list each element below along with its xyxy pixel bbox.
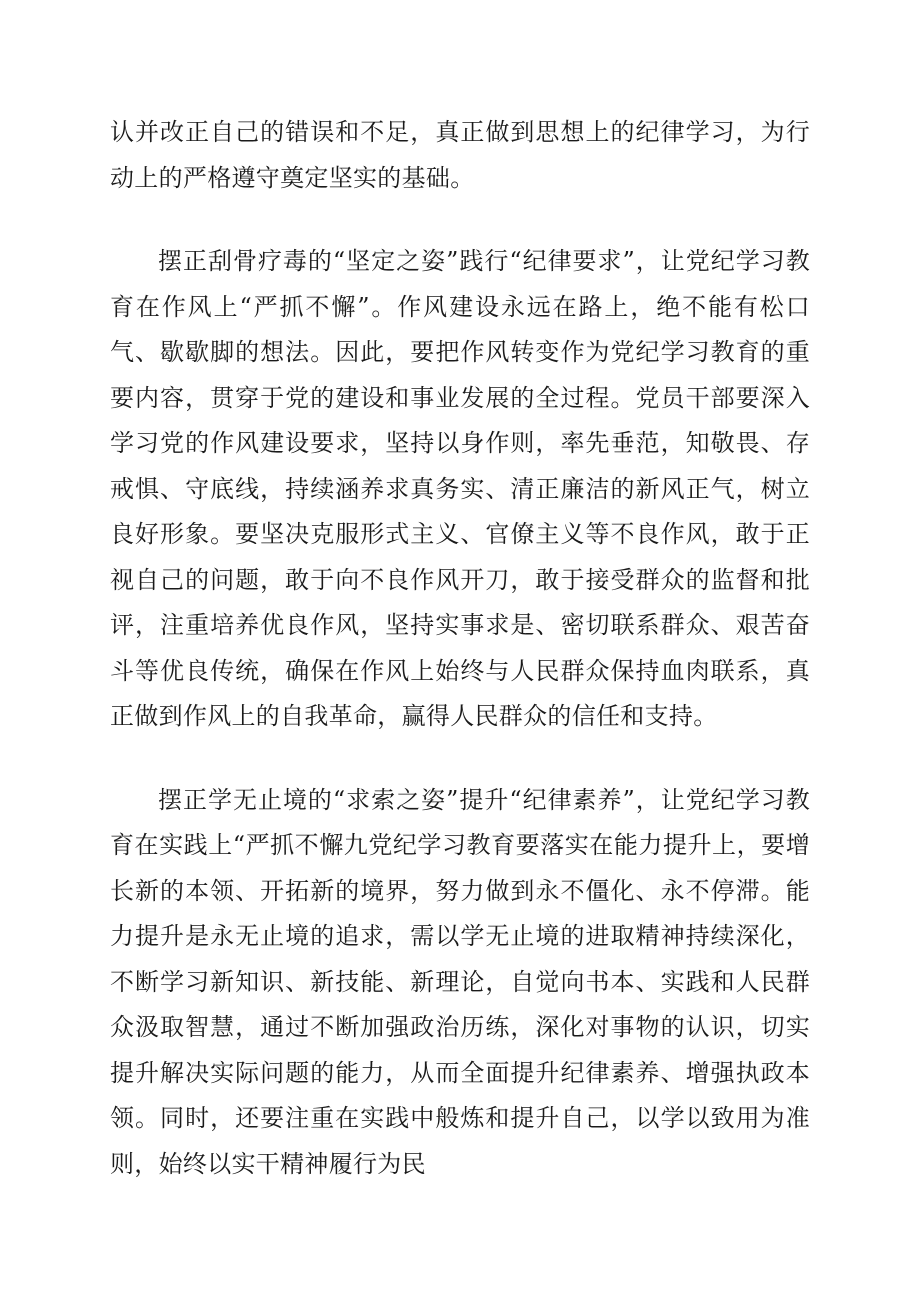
paragraph-2: 摆正刮骨疗毒的“坚定之姿”践行“纪律要求”，让党纪学习教育在作风上“严抓不懈”。作风建设永远在路上，绝不能有松口气、歇歇脚的想法。因此，要把作风转变作为党纪学习教育的重要内容，贯穿于党的建设和事业发展的全过程。党员干部要深入学习党的作风建设要求，坚持以身作则，率先垂范，知敬畏、存戒惧、守底线，持续涵养求真务实、清正廉洁的新风正气，树立良好形象。要坚决克服形式主义、官僚主义等不良作风，敢于正视自己的问题，敢于向不良作风开刀，敢于接受群众的监督和批评，注重培养优良作风，坚持实事求是、密切联系群众、艰苦奋斗等优良传统，确保在作风上始终与人民群众保持血肉联系，真正做到作风上的自我革命，赢得人民群众的信任和支持。 [110, 247, 810, 730]
paragraph-1: 认并改正自己的错误和不足，真正做到思想上的纪律学习，为行动上的严格遵守奠定坚实的基础。 [110, 118, 810, 192]
document-body [110, 110, 810, 1225]
paragraph-3: 摆正学无止境的“求索之姿”提升“纪律素养”，让党纪学习教育在实践上“严抓不懈九党纪学习教育要落实在能力提升上，要增长新的本领、开拓新的境界，努力做到永不僵化、永不停滞。能力提升是永无止境的追求，需以学无止境的进取精神持续深化，不断学习新知识、新技能、新理论，自觉向书本、实践和人民群众汲取智慧，通过不断加强政治历练，深化对事物的认识，切实提升解决实际问题的能力，从而全面提升纪律素养、增强执政本领。同时，还要注重在实践中般炼和提升自己，以学以致用为准则，始终以实干精神履行为民 [110, 785, 810, 1178]
